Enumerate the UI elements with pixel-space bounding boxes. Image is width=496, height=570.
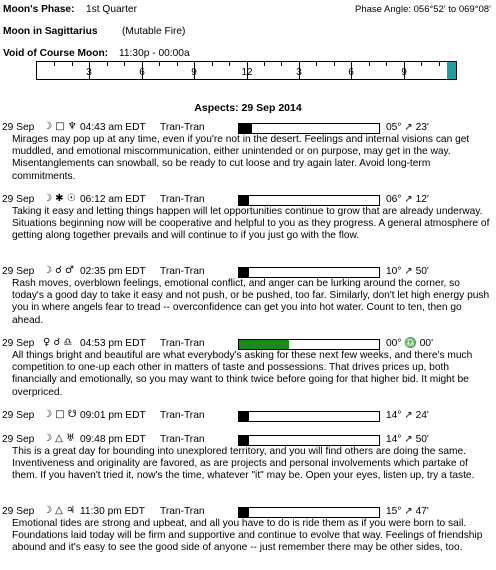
timeline-tick-label: 6: [139, 67, 145, 78]
aspect-description: Taking it easy and letting things happen will let opportunities continue to grow that are already underway. Situations beginning now will be cooperative and helpful to you as they progress. A general atmosphere of getting along together prevails and will continue to if you just go with the flow.: [12, 206, 490, 242]
timeline-minor-tick: [316, 62, 317, 66]
aspect-kind: Tran-Tran: [160, 506, 205, 517]
moon-sign-detail: (Mutable Fire): [122, 26, 186, 37]
timeline-minor-tick: [264, 62, 265, 66]
aspect-time: 09:01 pm EDT: [80, 410, 146, 421]
aspect-strength-bar: [238, 123, 380, 134]
aspect-strength-fill: [239, 268, 249, 277]
aspect-date: 29 Sep: [2, 122, 35, 133]
aspect-date: 29 Sep: [2, 194, 35, 205]
timeline-tick-label: 9: [401, 67, 407, 78]
aspect-date: 29 Sep: [2, 434, 35, 445]
timeline-minor-tick: [229, 62, 230, 66]
aspect-kind: Tran-Tran: [160, 434, 205, 445]
timeline-minor-tick: [107, 62, 108, 66]
aspect-description: All things bright and beautiful are what everybody's asking for these next few weeks, and there's much competition to one-up each other in matters of taste and possessions. That drives prices up, both financially and emotionally, so you may want to think twice before going for that higher bid. It might be overpriced.: [12, 350, 473, 398]
aspect-glyph: ☽ ☌ ♂: [43, 265, 75, 276]
aspect-kind: Tran-Tran: [160, 338, 205, 349]
timeline-tick-label: 3: [86, 67, 92, 78]
void-of-course-fill: [447, 62, 456, 79]
timeline-tick-label: 12: [241, 67, 253, 78]
moon-phase-value: 1st Quarter: [86, 4, 137, 15]
aspect-time: 04:43 am EDT: [80, 122, 146, 133]
aspect-degree: 14° ↗ 50': [386, 434, 429, 445]
timeline-minor-tick: [212, 62, 213, 66]
timeline-minor-tick: [281, 62, 282, 66]
void-of-course-label: Void of Course Moon:: [3, 48, 109, 59]
timeline-minor-tick: [124, 62, 125, 66]
aspect-description: Rash moves, overblown feelings, emotional conflict, and anger can be lurking around the corner, so today's a good day to take it easy and not push, or be pushed, too far. Similarly, don't let high energy push you in where angels fear to tread -- overconfidence can get you into hot water. Count to ten, then go ahead.: [12, 278, 490, 326]
timeline-tick-label: 3: [296, 67, 302, 78]
timeline-minor-tick: [54, 62, 55, 66]
aspect-glyph: ☽ □ ☋: [43, 409, 77, 420]
timeline-tick-label: 6: [348, 67, 354, 78]
aspect-glyph: ☽ ✱ ☉: [43, 193, 76, 204]
aspect-degree: 00° ♎ 00': [386, 338, 434, 349]
timeline-minor-tick: [159, 62, 160, 66]
aspect-kind: Tran-Tran: [160, 410, 205, 421]
void-of-course-range: 11:30p - 00:00a: [119, 48, 190, 59]
aspects-title: Aspects: 29 Sep 2014: [194, 102, 302, 114]
timeline-minor-tick: [177, 62, 178, 66]
aspect-strength-fill: [239, 412, 249, 421]
aspect-description: Mirages may pop up at any time, even if you're not in the desert. Feelings and internal visions can get muddled, and emotional miscommunication, either unintended or on purpose, may get in the way. Misentanglements can snowball, so be ready to cut loose and try again later. Avoid long-term commitments.: [12, 134, 470, 182]
aspect-strength-bar: [238, 195, 380, 206]
aspect-degree: 10° ↗ 50': [386, 266, 429, 277]
moon-phase-label: Moon's Phase:: [3, 4, 75, 15]
aspect-date: 29 Sep: [2, 506, 35, 517]
aspect-strength-fill: [239, 508, 249, 517]
timeline-minor-tick: [369, 62, 370, 66]
aspect-kind: Tran-Tran: [160, 194, 205, 205]
aspect-strength-bar: [238, 411, 380, 422]
aspect-glyph: ♀ ☌ ♎: [43, 337, 73, 348]
timeline-tick-label: 9: [191, 67, 197, 78]
aspect-strength-bar: [238, 435, 380, 446]
aspect-date: 29 Sep: [2, 266, 35, 277]
aspect-description: This is a great day for bounding into unexplored territory, and you will find others are doing the same. Inventiveness and originality are favored, as are projects and personal involvements which partake of them. If you haven't tried it, now's the time, whatever "it" may be. Open your eyes, listen up, try a taste.: [12, 446, 475, 482]
aspect-strength-fill: [239, 124, 252, 133]
aspect-time: 06:12 am EDT: [80, 194, 146, 205]
aspect-date: 29 Sep: [2, 410, 35, 421]
aspect-time: 02:35 pm EDT: [80, 266, 146, 277]
aspect-strength-bar: [238, 267, 380, 278]
aspect-kind: Tran-Tran: [160, 122, 205, 133]
aspect-degree: 14° ↗ 24': [386, 410, 429, 421]
timeline-minor-tick: [386, 62, 387, 66]
aspect-kind: Tran-Tran: [160, 266, 205, 277]
timeline-minor-tick: [334, 62, 335, 66]
aspect-time: 11:30 pm EDT: [80, 506, 145, 517]
aspect-degree: 06° ↗ 12': [386, 194, 429, 205]
aspect-glyph: ☽ △ ♅: [43, 433, 75, 444]
aspect-glyph: ☽ △ ♃: [43, 505, 75, 516]
timeline-minor-tick: [421, 62, 422, 66]
aspect-strength-bar: [238, 339, 380, 350]
aspect-description: Emotional tides are strong and upbeat, and all you have to do is ride them as if you were born to sail. Foundations laid today will be firm and supportive and continue to evolve that way. Feelings of friendship abound and it's easy to see the good side of anyone -- just remember there may be other sides, too.: [12, 518, 483, 554]
aspect-strength-fill: [239, 340, 289, 349]
aspect-date: 29 Sep: [2, 338, 35, 349]
timeline-minor-tick: [72, 62, 73, 66]
moon-sign: Moon in Sagittarius: [3, 26, 98, 37]
aspect-degree: 05° ↗ 23': [386, 122, 429, 133]
timeline-minor-tick: [439, 62, 440, 66]
aspect-strength-fill: [239, 436, 249, 445]
phase-angle: Phase Angle: 056°52' to 069°08': [355, 4, 491, 15]
aspect-strength-fill: [239, 196, 249, 205]
aspect-strength-bar: [238, 507, 380, 518]
aspect-time: 04:53 pm EDT: [80, 338, 146, 349]
aspect-glyph: ☽ □ ♆: [43, 121, 77, 132]
aspect-time: 09:48 pm EDT: [80, 434, 146, 445]
aspect-degree: 15° ↗ 47': [386, 506, 429, 517]
